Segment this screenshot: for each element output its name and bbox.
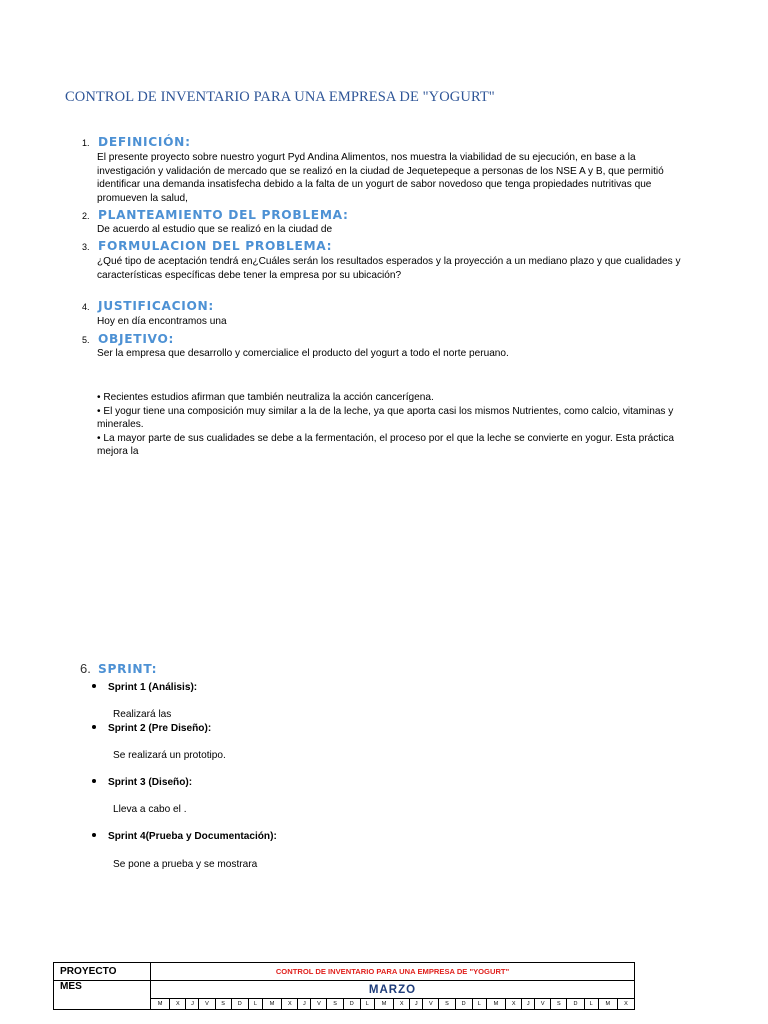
day-cell: J bbox=[522, 999, 535, 1010]
sprint-description: Se realizará un prototipo. bbox=[113, 750, 226, 761]
bullet-icon bbox=[92, 833, 96, 837]
day-cell: L bbox=[472, 999, 486, 1010]
section-text: De acuerdo al estudio que se realizó en la ciudad de bbox=[97, 224, 333, 235]
day-cell: M bbox=[598, 999, 617, 1010]
day-cell: X bbox=[282, 999, 298, 1010]
day-cell: D bbox=[567, 999, 584, 1010]
day-cell: X bbox=[394, 999, 410, 1010]
section-number: 5. bbox=[82, 335, 90, 345]
day-cell: V bbox=[423, 999, 439, 1010]
day-cell: X bbox=[170, 999, 186, 1010]
day-cell: L bbox=[248, 999, 262, 1010]
bullet-icon bbox=[92, 725, 96, 729]
sprint-description: Se pone a prueba y se mostrara bbox=[113, 859, 258, 870]
section-objetivo bbox=[82, 332, 682, 361]
day-cell: V bbox=[311, 999, 327, 1010]
section-title: DEFINICIÓN: bbox=[98, 135, 191, 149]
section-definicion bbox=[82, 135, 682, 205]
day-cell: S bbox=[215, 999, 231, 1010]
day-cell: S bbox=[327, 999, 343, 1010]
proyecto-label: PROYECTO bbox=[54, 963, 151, 981]
table-row bbox=[54, 981, 635, 999]
section-number: 1. bbox=[82, 138, 90, 148]
section-text: ¿Qué tipo de aceptación tendrá en¿Cuáles serán los resultados esperados y la proyección a un mediano plazo y que cualidades y características específicas debe tener la empresa por su ubicación? bbox=[97, 256, 681, 281]
section-formulacion bbox=[82, 239, 682, 282]
sprint-description: Realizará las bbox=[113, 709, 172, 720]
sprint-title: Sprint 3 (Diseño): bbox=[108, 777, 193, 788]
day-cell: M bbox=[486, 999, 505, 1010]
section-text: Hoy en día encontramos una bbox=[97, 316, 227, 327]
day-cell: J bbox=[410, 999, 423, 1010]
day-cell: J bbox=[298, 999, 311, 1010]
day-cell: D bbox=[455, 999, 472, 1010]
list-item: • Recientes estudios afirman que también neutraliza la acción cancerígena. bbox=[97, 392, 434, 403]
section-planteamiento bbox=[82, 208, 682, 237]
bullet-icon bbox=[92, 779, 96, 783]
sprint-title: Sprint 4(Prueba y Documentación): bbox=[108, 831, 277, 842]
mes-value: MARZO bbox=[151, 981, 635, 999]
sprint-title: Sprint 2 (Pre Diseño): bbox=[108, 723, 212, 734]
day-cell: L bbox=[360, 999, 374, 1010]
section-title: PLANTEAMIENTO DEL PROBLEMA: bbox=[98, 208, 349, 222]
list-item bbox=[92, 777, 192, 788]
section-text: El presente proyecto sobre nuestro yogurt Pyd Andina Alimentos, nos muestra la viabilidad de su ejecución, en base a la investigación y validación de mercado que se realizó en la ciudad de Jequetepeque a personas de los NSE A y B, que permitió identificar una demanda insatisfecha debido a la falta de un yogurt de sabor novedoso que tenga propiedades nutritivas que promueven la salud, bbox=[97, 152, 664, 204]
day-cell: J bbox=[186, 999, 199, 1010]
day-cell: L bbox=[584, 999, 598, 1010]
section-title: SPRINT: bbox=[98, 662, 158, 676]
section-title: JUSTIFICACION: bbox=[98, 299, 215, 313]
section-number: 6. bbox=[80, 661, 91, 676]
list-item bbox=[92, 682, 197, 693]
sprint-description: Lleva a cabo el . bbox=[113, 804, 187, 815]
day-cell: S bbox=[439, 999, 455, 1010]
day-cell: X bbox=[618, 999, 635, 1010]
list-item bbox=[92, 723, 211, 734]
list-item: • La mayor parte de sus cualidades se debe a la fermentación, el proceso por el que la leche se convierte en yogur. Esta práctica mejora la bbox=[97, 432, 674, 458]
section-number: 2. bbox=[82, 211, 90, 221]
day-cell: M bbox=[374, 999, 393, 1010]
day-cell: S bbox=[551, 999, 567, 1010]
section-number: 3. bbox=[82, 242, 90, 252]
bullet-icon bbox=[92, 684, 96, 688]
section-justificacion bbox=[82, 299, 682, 329]
section-text: Ser la empresa que desarrollo y comercialice el producto del yogurt a todo el norte peruano. bbox=[97, 348, 509, 359]
day-cell: M bbox=[262, 999, 281, 1010]
document-title: CONTROL DE INVENTARIO PARA UNA EMPRESA DE "YOGURT" bbox=[65, 89, 495, 105]
day-cell: D bbox=[231, 999, 248, 1010]
proyecto-value: CONTROL DE INVENTARIO PARA UNA EMPRESA DE "YOGURT" bbox=[151, 963, 635, 981]
day-cell: M bbox=[151, 999, 170, 1010]
day-cell: V bbox=[199, 999, 215, 1010]
sprint-title: Sprint 1 (Análisis): bbox=[108, 682, 198, 693]
table-row bbox=[54, 963, 635, 981]
section-title: FORMULACION DEL PROBLEMA: bbox=[98, 239, 333, 253]
section-number: 4. bbox=[82, 302, 90, 312]
section-sprint bbox=[80, 661, 680, 676]
schedule-table bbox=[53, 962, 635, 1010]
list-item: • El yogur tiene una composición muy similar a la de la leche, ya que aporta casi los mismos Nutrientes, como calcio, vitaminas y minerales. bbox=[97, 405, 674, 431]
day-cell: V bbox=[535, 999, 551, 1010]
mes-label: MES bbox=[54, 981, 151, 1010]
day-cell: X bbox=[506, 999, 522, 1010]
list-item bbox=[92, 831, 277, 842]
benefits-list bbox=[97, 391, 697, 459]
section-title: OBJETIVO: bbox=[98, 332, 175, 346]
day-cell: D bbox=[343, 999, 360, 1010]
